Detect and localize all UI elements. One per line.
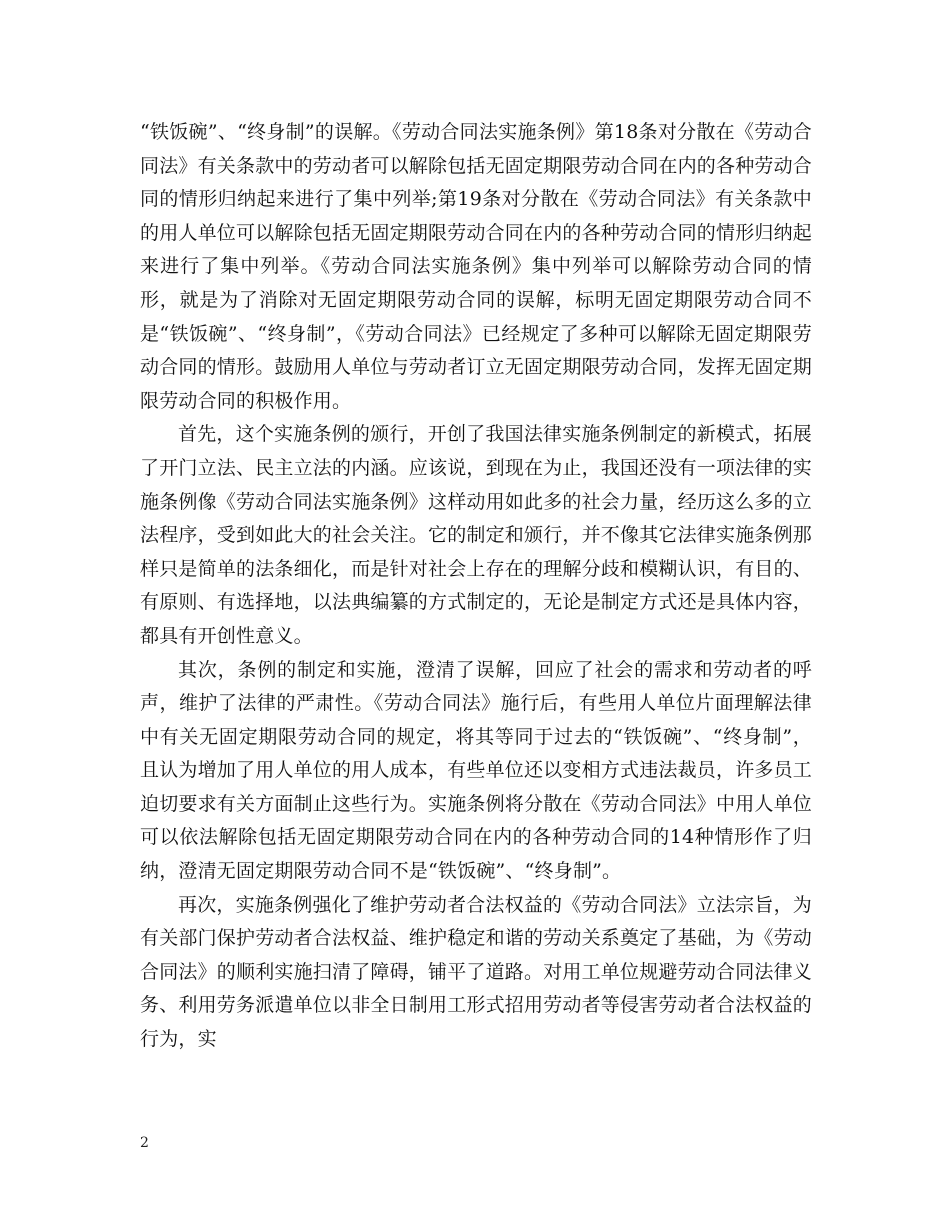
document-body — [140, 116, 812, 1057]
paragraph-3: 其次，条例的制定和实施，澄清了误解，回应了社会的需求和劳动者的呼声，维护了法律的严肃性。《劳动合同法》施行后，有些用人单位片面理解法律中有关无固定期限劳动合同的规定，将其等同于过去的“铁饭碗”、“终身制”，且认为增加了用人单位的用人成本，有些单位还以变相方式违法裁员，许多员工迫切要求有关方面制止这些行为。实施条例将分散在《劳动合同法》中用人单位可以依法解除包括无固定期限劳动合同在内的各种劳动合同的14种情形作了归纳，澄清无固定期限劳动合同不是“铁饭碗”、“终身制”。 — [140, 658, 813, 883]
page-number: 2 — [140, 1135, 149, 1151]
paragraph-4: 再次，实施条例强化了维护劳动者合法权益的《劳动合同法》立法宗旨，为有关部门保护劳动者合法权益、维护稳定和谐的劳动关系奠定了基础，为《劳动合同法》的顺利实施扫清了障碍，铺平了道路。对用工单位规避劳动合同法律义务、利用劳务派遣单位以非全日制用工形式招用劳动者等侵害劳动者合法权益的行为，实 — [140, 893, 813, 1051]
paragraph-1: “铁饭碗”、“终身制”的误解。《劳动合同法实施条例》第18条对分散在《劳动合同法》有关条款中的劳动者可以解除包括无固定期限劳动合同在内的各种劳动合同的情形归纳起来进行了集中列举;第19条对分散在《劳动合同法》有关条款中的用人单位可以解除包括无固定期限劳动合同在内的各种劳动合同的情形归纳起来进行了集中列举。《劳动合同法实施条例》集中列举可以解除劳动合同的情形，就是为了消除对无固定期限劳动合同的误解，标明无固定期限劳动合同不是“铁饭碗”、“终身制”，《劳动合同法》已经规定了多种可以解除无固定期限劳动合同的情形。鼓励用人单位与劳动者订立无固定期限劳动合同，发挥无固定期限劳动合同的积极作用。 — [140, 121, 813, 412]
paragraph-2: 首先，这个实施条例的颁行，开创了我国法律实施条例制定的新模式，拓展了开门立法、民主立法的内涵。应该说，到现在为止，我国还没有一项法律的实施条例像《劳动合同法实施条例》这样动用如此多的社会力量，经历这么多的立法程序，受到如此大的社会关注。它的制定和颁行，并不像其它法律实施条例那样只是简单的法条细化，而是针对社会上存在的理解分歧和模糊认识，有目的、有原则、有选择地，以法典编纂的方式制定的，无论是制定方式还是具体内容，都具有开创性意义。 — [140, 423, 813, 647]
